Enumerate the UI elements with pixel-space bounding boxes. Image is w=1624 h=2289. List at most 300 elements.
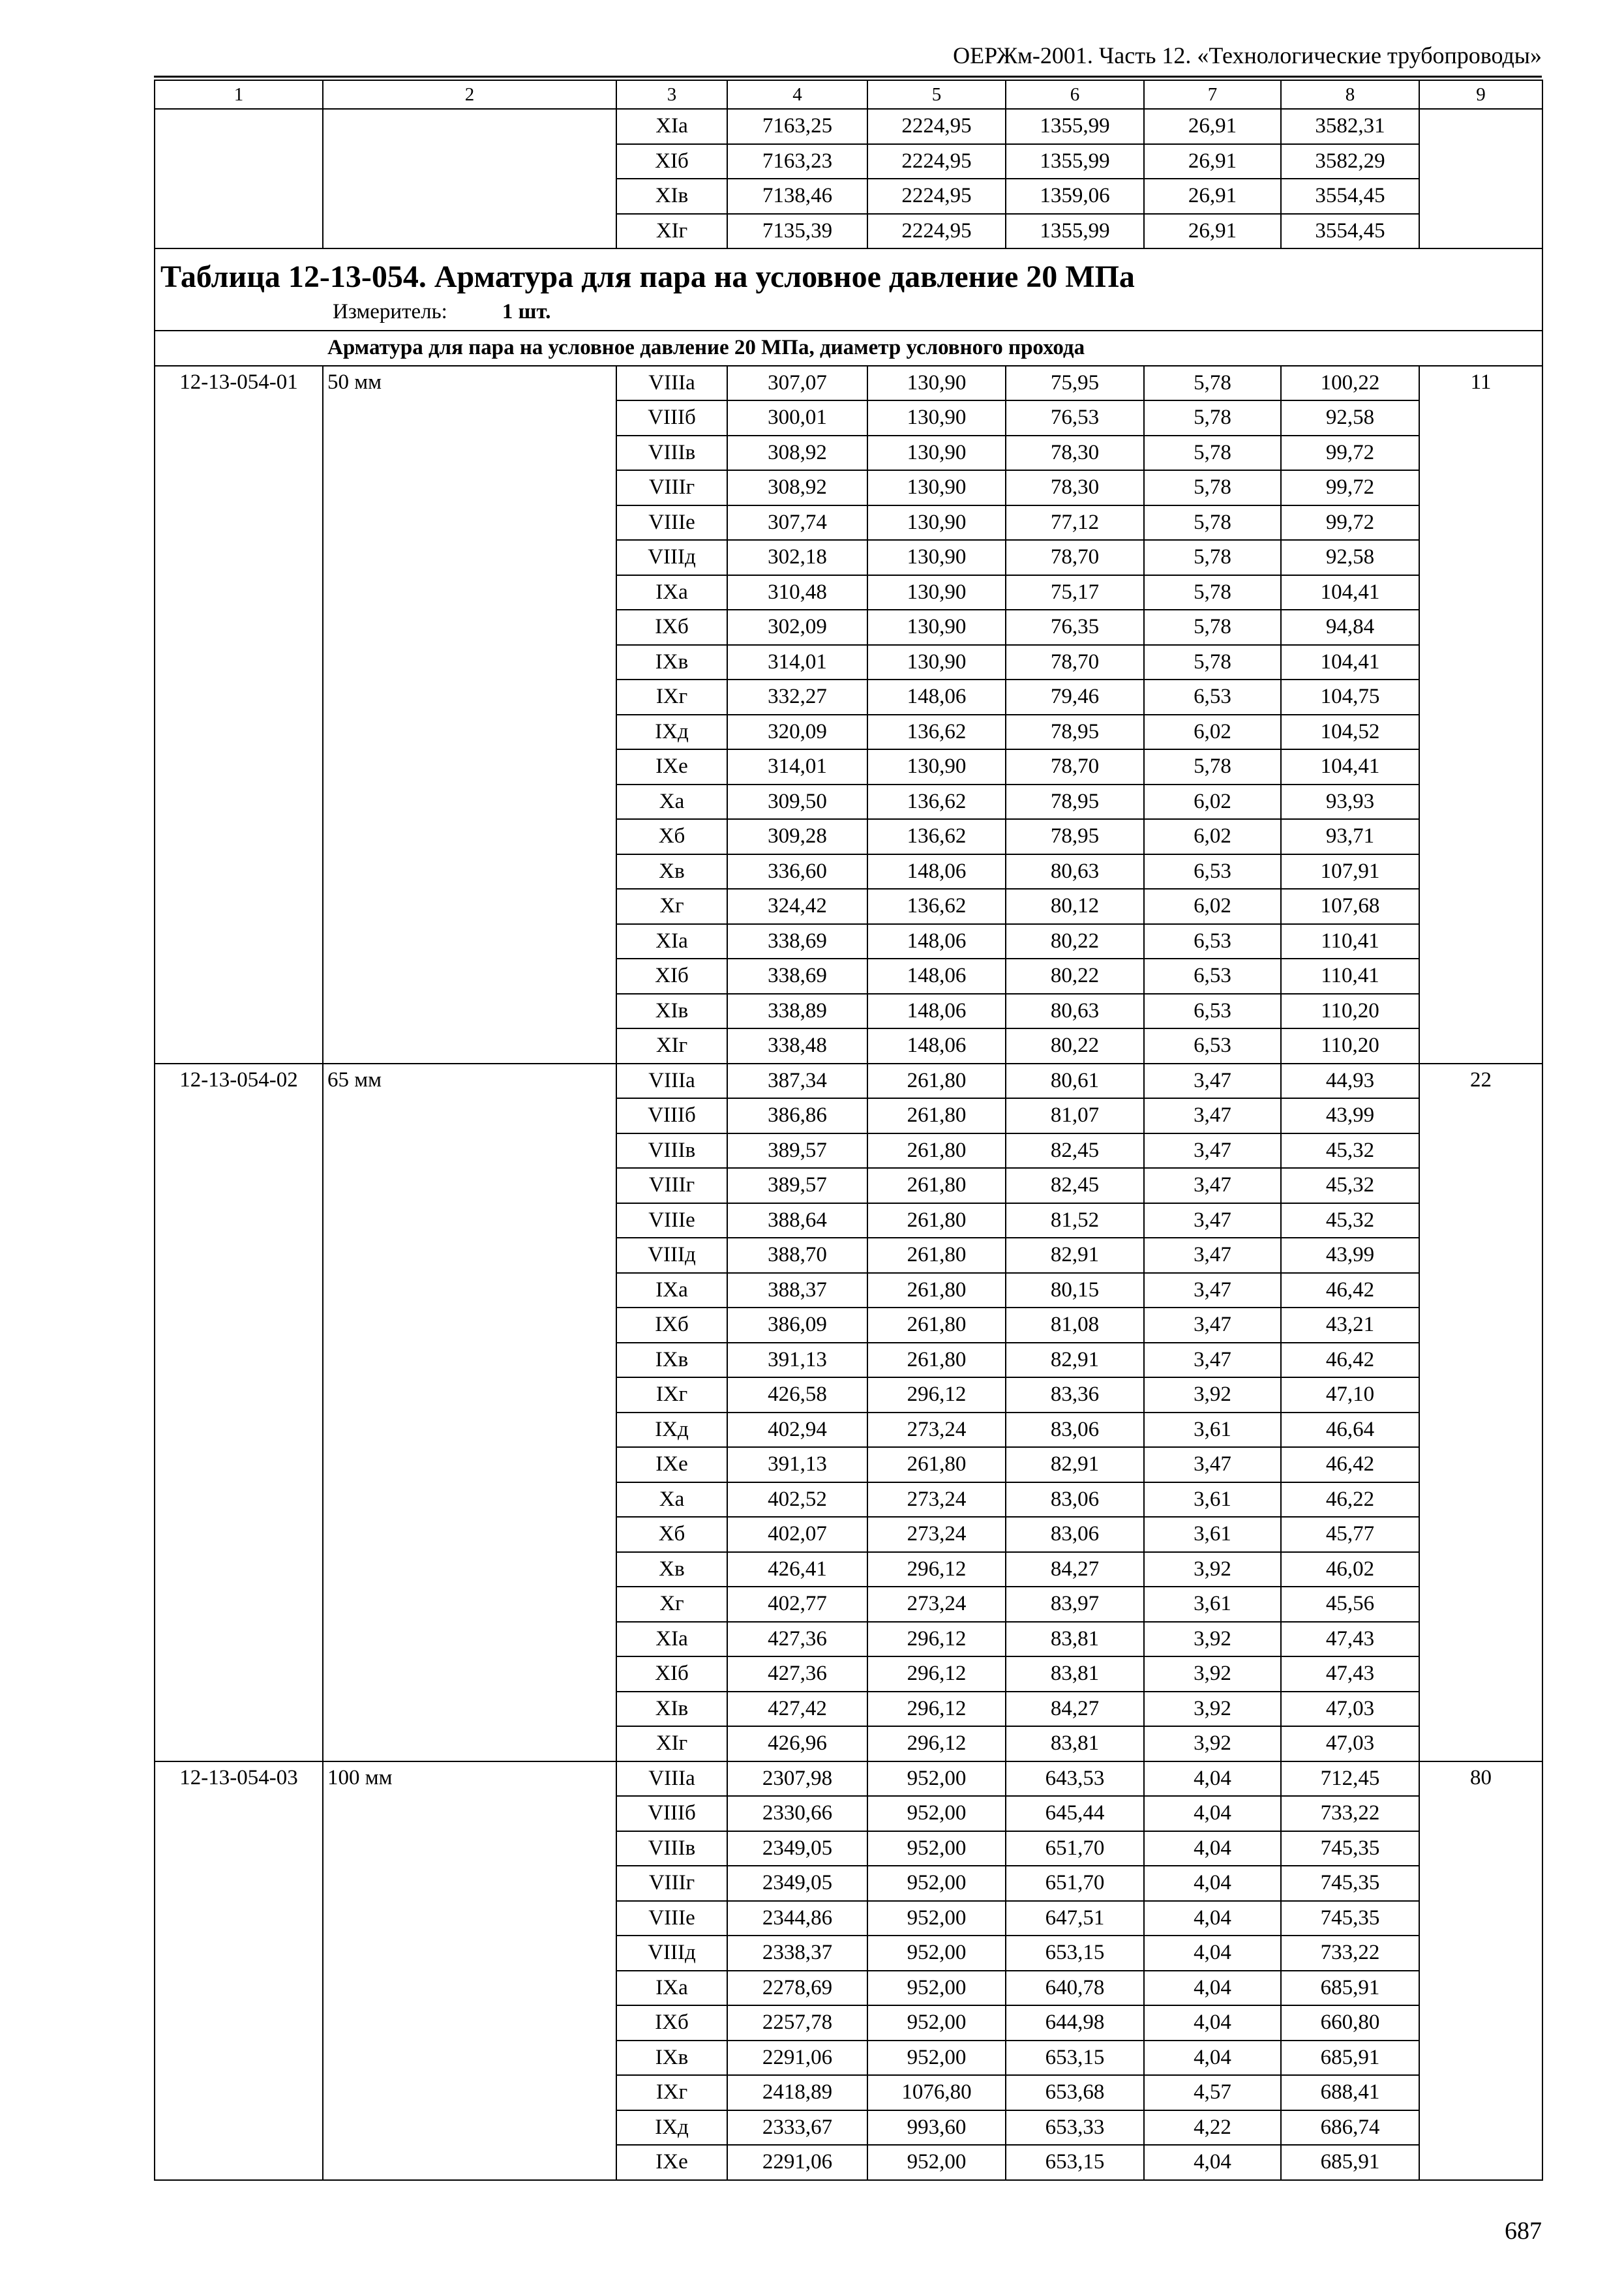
col8-cell: 94,84	[1281, 610, 1419, 645]
group-cell: IXд	[616, 715, 727, 750]
col4-cell: 387,34	[727, 1064, 867, 1099]
col7-cell: 3,61	[1144, 1482, 1281, 1518]
col6-cell: 78,30	[1006, 470, 1144, 505]
col6-cell: 82,91	[1006, 1343, 1144, 1378]
group-cell: IXа	[616, 575, 727, 610]
col7-cell: 6,53	[1144, 1028, 1281, 1064]
table-title-row	[155, 248, 1542, 331]
col8-cell: 93,71	[1281, 819, 1419, 854]
col4-cell: 300,01	[727, 400, 867, 436]
group-cell: VIIIе	[616, 1203, 727, 1238]
group-cell: Xг	[616, 1587, 727, 1622]
col7-cell: 3,47	[1144, 1308, 1281, 1343]
col7-cell: 5,78	[1144, 436, 1281, 471]
group-cell: XIб	[616, 1656, 727, 1692]
column-number: 3	[616, 80, 727, 109]
col4-cell: 389,57	[727, 1168, 867, 1203]
col7-cell: 5,78	[1144, 505, 1281, 541]
col5-cell: 952,00	[867, 2005, 1006, 2041]
col9-cell: 11	[1419, 366, 1542, 1064]
group-cell: IXд	[616, 2110, 727, 2146]
col5-cell: 952,00	[867, 1936, 1006, 1971]
table-title: Таблица 12-13-054. Арматура для пара на условное давление 20 МПа	[160, 260, 1135, 294]
group-cell: Xб	[616, 1517, 727, 1552]
col5-cell: 952,00	[867, 2145, 1006, 2180]
col7-cell: 5,78	[1144, 470, 1281, 505]
col5-cell: 952,00	[867, 1761, 1006, 1797]
col6-cell: 1355,99	[1006, 214, 1144, 249]
col8-cell: 104,52	[1281, 715, 1419, 750]
col7-cell: 4,04	[1144, 1761, 1281, 1797]
group-cell: IXв	[616, 645, 727, 680]
col7-cell: 4,04	[1144, 1866, 1281, 1901]
col4-cell: 402,07	[727, 1517, 867, 1552]
page-number: 687	[1505, 2217, 1542, 2245]
col4-cell: 324,42	[727, 889, 867, 924]
col6-cell: 83,36	[1006, 1377, 1144, 1413]
col8-cell: 46,42	[1281, 1343, 1419, 1378]
col5-cell: 296,12	[867, 1656, 1006, 1692]
col8-cell: 110,20	[1281, 1028, 1419, 1064]
group-cell: VIIIд	[616, 1238, 727, 1273]
col5-cell: 130,90	[867, 575, 1006, 610]
col7-cell: 3,92	[1144, 1656, 1281, 1692]
column-number: 8	[1281, 80, 1419, 109]
group-cell: IXа	[616, 1971, 727, 2006]
group-cell: VIIIд	[616, 540, 727, 575]
col6-cell: 645,44	[1006, 1796, 1144, 1831]
group-cell: XIг	[616, 1028, 727, 1064]
col4-cell: 307,07	[727, 366, 867, 401]
col6-cell: 81,52	[1006, 1203, 1144, 1238]
diameter-cell: 65 мм	[323, 1064, 616, 1761]
col8-cell: 92,58	[1281, 540, 1419, 575]
col8-cell: 45,32	[1281, 1168, 1419, 1203]
col6-cell: 640,78	[1006, 1971, 1144, 2006]
col4-cell: 386,09	[727, 1308, 867, 1343]
col7-cell: 26,91	[1144, 179, 1281, 214]
diameter-cell: 100 мм	[323, 1761, 616, 2180]
col6-cell: 647,51	[1006, 1901, 1144, 1936]
col5-cell: 261,80	[867, 1133, 1006, 1169]
col5-cell: 130,90	[867, 400, 1006, 436]
col8-cell: 46,02	[1281, 1552, 1419, 1587]
col6-cell: 651,70	[1006, 1831, 1144, 1866]
col7-cell: 6,53	[1144, 854, 1281, 890]
diameter-cell: 50 мм	[323, 366, 616, 1064]
col5-cell: 2224,95	[867, 214, 1006, 249]
code-cell: 12-13-054-01	[155, 366, 323, 1064]
column-number: 5	[867, 80, 1006, 109]
col4-cell: 427,36	[727, 1622, 867, 1657]
col7-cell: 6,02	[1144, 715, 1281, 750]
col5-cell: 130,90	[867, 610, 1006, 645]
col8-cell: 46,22	[1281, 1482, 1419, 1518]
col7-cell: 4,04	[1144, 1936, 1281, 1971]
table-row	[155, 366, 1542, 401]
col6-cell: 82,91	[1006, 1447, 1144, 1482]
col5-cell: 296,12	[867, 1622, 1006, 1657]
col4-cell: 426,96	[727, 1726, 867, 1761]
group-cell: VIIIе	[616, 505, 727, 541]
col8-cell: 45,32	[1281, 1203, 1419, 1238]
col4-cell: 2349,05	[727, 1831, 867, 1866]
col8-cell: 685,91	[1281, 1971, 1419, 2006]
col8-cell: 46,64	[1281, 1413, 1419, 1448]
col4-cell: 402,94	[727, 1413, 867, 1448]
col4-cell: 302,18	[727, 540, 867, 575]
col4-cell: 302,09	[727, 610, 867, 645]
col8-cell: 110,20	[1281, 994, 1419, 1029]
col5-cell: 148,06	[867, 924, 1006, 959]
col4-cell: 426,41	[727, 1552, 867, 1587]
col6-cell: 78,70	[1006, 645, 1144, 680]
group-cell: IXв	[616, 1343, 727, 1378]
col8-cell: 45,56	[1281, 1587, 1419, 1622]
col8-cell: 47,10	[1281, 1377, 1419, 1413]
col6-cell: 82,45	[1006, 1168, 1144, 1203]
col5-cell: 130,90	[867, 436, 1006, 471]
col6-cell: 82,45	[1006, 1133, 1144, 1169]
col4-cell: 308,92	[727, 436, 867, 471]
group-cell: XIг	[616, 214, 727, 249]
group-cell: IXд	[616, 1413, 727, 1448]
group-cell: VIIIе	[616, 1901, 727, 1936]
group-cell: Xб	[616, 819, 727, 854]
col6-cell: 80,22	[1006, 924, 1144, 959]
col4-cell: 402,77	[727, 1587, 867, 1622]
col7-cell: 3,92	[1144, 1726, 1281, 1761]
col6-cell: 84,27	[1006, 1552, 1144, 1587]
col8-cell: 44,93	[1281, 1064, 1419, 1099]
col5-cell: 952,00	[867, 1901, 1006, 1936]
col7-cell: 4,57	[1144, 2075, 1281, 2110]
col5-cell: 148,06	[867, 959, 1006, 994]
col8-cell: 104,41	[1281, 645, 1419, 680]
col4-cell: 314,01	[727, 645, 867, 680]
col4-cell: 2307,98	[727, 1761, 867, 1797]
col8-cell: 107,68	[1281, 889, 1419, 924]
col4-cell: 2278,69	[727, 1971, 867, 2006]
col5-cell: 261,80	[867, 1203, 1006, 1238]
col6-cell: 1355,99	[1006, 144, 1144, 179]
col4-cell: 314,01	[727, 749, 867, 785]
col4-cell: 2344,86	[727, 1901, 867, 1936]
empty-col9-cell	[1419, 109, 1542, 248]
col8-cell: 47,03	[1281, 1726, 1419, 1761]
col4-cell: 338,69	[727, 924, 867, 959]
col5-cell: 130,90	[867, 749, 1006, 785]
col4-cell: 402,52	[727, 1482, 867, 1518]
group-cell: VIIIа	[616, 366, 727, 401]
col8-cell: 745,35	[1281, 1866, 1419, 1901]
col8-cell: 104,41	[1281, 575, 1419, 610]
col6-cell: 83,06	[1006, 1517, 1144, 1552]
col6-cell: 79,46	[1006, 680, 1144, 715]
col4-cell: 332,27	[727, 680, 867, 715]
group-cell: VIIIв	[616, 436, 727, 471]
col5-cell: 261,80	[867, 1308, 1006, 1343]
col7-cell: 3,47	[1144, 1203, 1281, 1238]
measure-line	[160, 296, 1537, 327]
col8-cell: 46,42	[1281, 1273, 1419, 1308]
col5-cell: 136,62	[867, 785, 1006, 820]
col6-cell: 83,81	[1006, 1726, 1144, 1761]
col5-cell: 130,90	[867, 645, 1006, 680]
col5-cell: 296,12	[867, 1692, 1006, 1727]
col8-cell: 660,80	[1281, 2005, 1419, 2041]
col7-cell: 5,78	[1144, 610, 1281, 645]
col4-cell: 338,48	[727, 1028, 867, 1064]
col8-cell: 45,77	[1281, 1517, 1419, 1552]
col6-cell: 80,61	[1006, 1064, 1144, 1099]
col6-cell: 653,15	[1006, 1936, 1144, 1971]
col5-cell: 2224,95	[867, 109, 1006, 144]
col5-cell: 273,24	[867, 1587, 1006, 1622]
col6-cell: 81,08	[1006, 1308, 1144, 1343]
col4-cell: 427,42	[727, 1692, 867, 1727]
col4-cell: 309,28	[727, 819, 867, 854]
col7-cell: 3,61	[1144, 1587, 1281, 1622]
col7-cell: 4,22	[1144, 2110, 1281, 2146]
col6-cell: 76,35	[1006, 610, 1144, 645]
col7-cell: 4,04	[1144, 2145, 1281, 2180]
rates-table	[154, 80, 1543, 2181]
col4-cell: 2338,37	[727, 1936, 867, 1971]
col8-cell: 104,41	[1281, 749, 1419, 785]
col6-cell: 643,53	[1006, 1761, 1144, 1797]
table-row	[155, 1064, 1542, 1099]
col6-cell: 78,30	[1006, 436, 1144, 471]
group-cell: IXе	[616, 749, 727, 785]
col5-cell: 273,24	[867, 1413, 1006, 1448]
group-cell: VIIIд	[616, 1936, 727, 1971]
col7-cell: 3,61	[1144, 1413, 1281, 1448]
col7-cell: 3,92	[1144, 1692, 1281, 1727]
col5-cell: 130,90	[867, 505, 1006, 541]
col7-cell: 3,47	[1144, 1098, 1281, 1133]
col8-cell: 47,43	[1281, 1656, 1419, 1692]
col5-cell: 952,00	[867, 1866, 1006, 1901]
measure-value: 1 шт.	[502, 300, 551, 323]
col8-cell: 99,72	[1281, 505, 1419, 541]
col8-cell: 43,21	[1281, 1308, 1419, 1343]
col7-cell: 3,92	[1144, 1622, 1281, 1657]
col6-cell: 644,98	[1006, 2005, 1144, 2041]
col6-cell: 80,22	[1006, 1028, 1144, 1064]
col5-cell: 261,80	[867, 1447, 1006, 1482]
empty-name-cell	[323, 109, 616, 248]
col4-cell: 391,13	[727, 1343, 867, 1378]
group-cell: Xа	[616, 785, 727, 820]
col6-cell: 83,97	[1006, 1587, 1144, 1622]
group-cell: Xв	[616, 1552, 727, 1587]
group-cell: IXв	[616, 2041, 727, 2076]
table-row	[155, 109, 1542, 144]
group-cell: Xа	[616, 1482, 727, 1518]
col8-cell: 733,22	[1281, 1936, 1419, 1971]
col8-cell: 745,35	[1281, 1901, 1419, 1936]
col7-cell: 4,04	[1144, 1831, 1281, 1866]
col8-cell: 3582,29	[1281, 144, 1419, 179]
col5-cell: 273,24	[867, 1482, 1006, 1518]
col6-cell: 83,06	[1006, 1482, 1144, 1518]
col5-cell: 136,62	[867, 715, 1006, 750]
col5-cell: 2224,95	[867, 179, 1006, 214]
col4-cell: 2291,06	[727, 2041, 867, 2076]
col8-cell: 92,58	[1281, 400, 1419, 436]
col4-cell: 388,64	[727, 1203, 867, 1238]
col4-cell: 391,13	[727, 1447, 867, 1482]
col8-cell: 3582,31	[1281, 109, 1419, 144]
group-cell: XIа	[616, 924, 727, 959]
group-cell: VIIIа	[616, 1064, 727, 1099]
col8-cell: 99,72	[1281, 470, 1419, 505]
col6-cell: 78,95	[1006, 715, 1144, 750]
col8-cell: 3554,45	[1281, 214, 1419, 249]
column-number: 4	[727, 80, 867, 109]
col8-cell: 46,42	[1281, 1447, 1419, 1482]
col7-cell: 4,04	[1144, 2005, 1281, 2041]
col7-cell: 3,47	[1144, 1064, 1281, 1099]
group-cell: XIа	[616, 109, 727, 144]
group-cell: VIIIб	[616, 1098, 727, 1133]
col4-cell: 338,89	[727, 994, 867, 1029]
column-number: 7	[1144, 80, 1281, 109]
group-cell: IXе	[616, 2145, 727, 2180]
col6-cell: 80,63	[1006, 994, 1144, 1029]
col7-cell: 4,04	[1144, 1971, 1281, 2006]
col5-cell: 136,62	[867, 889, 1006, 924]
col4-cell: 320,09	[727, 715, 867, 750]
section-subtitle-row	[155, 331, 1542, 366]
col5-cell: 261,80	[867, 1064, 1006, 1099]
col4-cell: 2330,66	[727, 1796, 867, 1831]
col5-cell: 130,90	[867, 366, 1006, 401]
col4-cell: 309,50	[727, 785, 867, 820]
col4-cell: 389,57	[727, 1133, 867, 1169]
column-number: 6	[1006, 80, 1144, 109]
col4-cell: 338,69	[727, 959, 867, 994]
col6-cell: 1359,06	[1006, 179, 1144, 214]
col4-cell: 307,74	[727, 505, 867, 541]
col5-cell: 952,00	[867, 1796, 1006, 1831]
group-cell: Xв	[616, 854, 727, 890]
col6-cell: 1355,99	[1006, 109, 1144, 144]
col7-cell: 6,53	[1144, 924, 1281, 959]
col4-cell: 388,37	[727, 1273, 867, 1308]
col6-cell: 80,22	[1006, 959, 1144, 994]
col4-cell: 386,86	[727, 1098, 867, 1133]
col8-cell: 100,22	[1281, 366, 1419, 401]
group-cell: XIб	[616, 144, 727, 179]
col8-cell: 107,91	[1281, 854, 1419, 890]
col8-cell: 110,41	[1281, 959, 1419, 994]
col8-cell: 110,41	[1281, 924, 1419, 959]
col4-cell: 7163,25	[727, 109, 867, 144]
col5-cell: 148,06	[867, 1028, 1006, 1064]
col7-cell: 3,47	[1144, 1447, 1281, 1482]
col7-cell: 5,78	[1144, 540, 1281, 575]
col6-cell: 653,15	[1006, 2145, 1144, 2180]
col5-cell: 993,60	[867, 2110, 1006, 2146]
col4-cell: 426,58	[727, 1377, 867, 1413]
col8-cell: 745,35	[1281, 1831, 1419, 1866]
col5-cell: 1076,80	[867, 2075, 1006, 2110]
col8-cell: 93,93	[1281, 785, 1419, 820]
group-cell: IXб	[616, 2005, 727, 2041]
col7-cell: 5,78	[1144, 366, 1281, 401]
column-number-row	[155, 80, 1542, 109]
col7-cell: 5,78	[1144, 400, 1281, 436]
col5-cell: 136,62	[867, 819, 1006, 854]
group-cell: VIIIб	[616, 400, 727, 436]
col5-cell: 130,90	[867, 540, 1006, 575]
col6-cell: 75,95	[1006, 366, 1144, 401]
col8-cell: 3554,45	[1281, 179, 1419, 214]
col7-cell: 6,02	[1144, 889, 1281, 924]
col7-cell: 3,47	[1144, 1168, 1281, 1203]
col5-cell: 952,00	[867, 1831, 1006, 1866]
group-cell: VIIIг	[616, 470, 727, 505]
col4-cell: 2349,05	[727, 1866, 867, 1901]
code-cell: 12-13-054-03	[155, 1761, 323, 2180]
group-cell: VIIIв	[616, 1133, 727, 1169]
col5-cell: 261,80	[867, 1343, 1006, 1378]
col4-cell: 2333,67	[727, 2110, 867, 2146]
group-cell: IXб	[616, 610, 727, 645]
col6-cell: 83,81	[1006, 1622, 1144, 1657]
col9-cell: 22	[1419, 1064, 1542, 1761]
table-row	[155, 1761, 1542, 1797]
col4-cell: 7138,46	[727, 179, 867, 214]
col6-cell: 83,06	[1006, 1413, 1144, 1448]
col7-cell: 3,92	[1144, 1552, 1281, 1587]
col7-cell: 26,91	[1144, 109, 1281, 144]
group-cell: XIв	[616, 179, 727, 214]
col6-cell: 80,63	[1006, 854, 1144, 890]
col8-cell: 47,43	[1281, 1622, 1419, 1657]
col4-cell: 427,36	[727, 1656, 867, 1692]
col7-cell: 4,04	[1144, 1796, 1281, 1831]
col6-cell: 78,70	[1006, 749, 1144, 785]
col6-cell: 653,33	[1006, 2110, 1144, 2146]
col4-cell: 2257,78	[727, 2005, 867, 2041]
col4-cell: 310,48	[727, 575, 867, 610]
col8-cell: 685,91	[1281, 2145, 1419, 2180]
col8-cell: 686,74	[1281, 2110, 1419, 2146]
col6-cell: 653,68	[1006, 2075, 1144, 2110]
group-cell: IXе	[616, 1447, 727, 1482]
group-cell: IXг	[616, 1377, 727, 1413]
col6-cell: 651,70	[1006, 1866, 1144, 1901]
col4-cell: 2418,89	[727, 2075, 867, 2110]
col5-cell: 261,80	[867, 1238, 1006, 1273]
col7-cell: 4,04	[1144, 2041, 1281, 2076]
col6-cell: 82,91	[1006, 1238, 1144, 1273]
group-cell: VIIIв	[616, 1831, 727, 1866]
group-cell: XIв	[616, 994, 727, 1029]
col5-cell: 952,00	[867, 1971, 1006, 2006]
col5-cell: 148,06	[867, 854, 1006, 890]
col4-cell: 2291,06	[727, 2145, 867, 2180]
group-cell: VIIIа	[616, 1761, 727, 1797]
col8-cell: 43,99	[1281, 1238, 1419, 1273]
col7-cell: 3,47	[1144, 1238, 1281, 1273]
col5-cell: 273,24	[867, 1517, 1006, 1552]
col4-cell: 7163,23	[727, 144, 867, 179]
table-title-block	[155, 248, 1542, 331]
